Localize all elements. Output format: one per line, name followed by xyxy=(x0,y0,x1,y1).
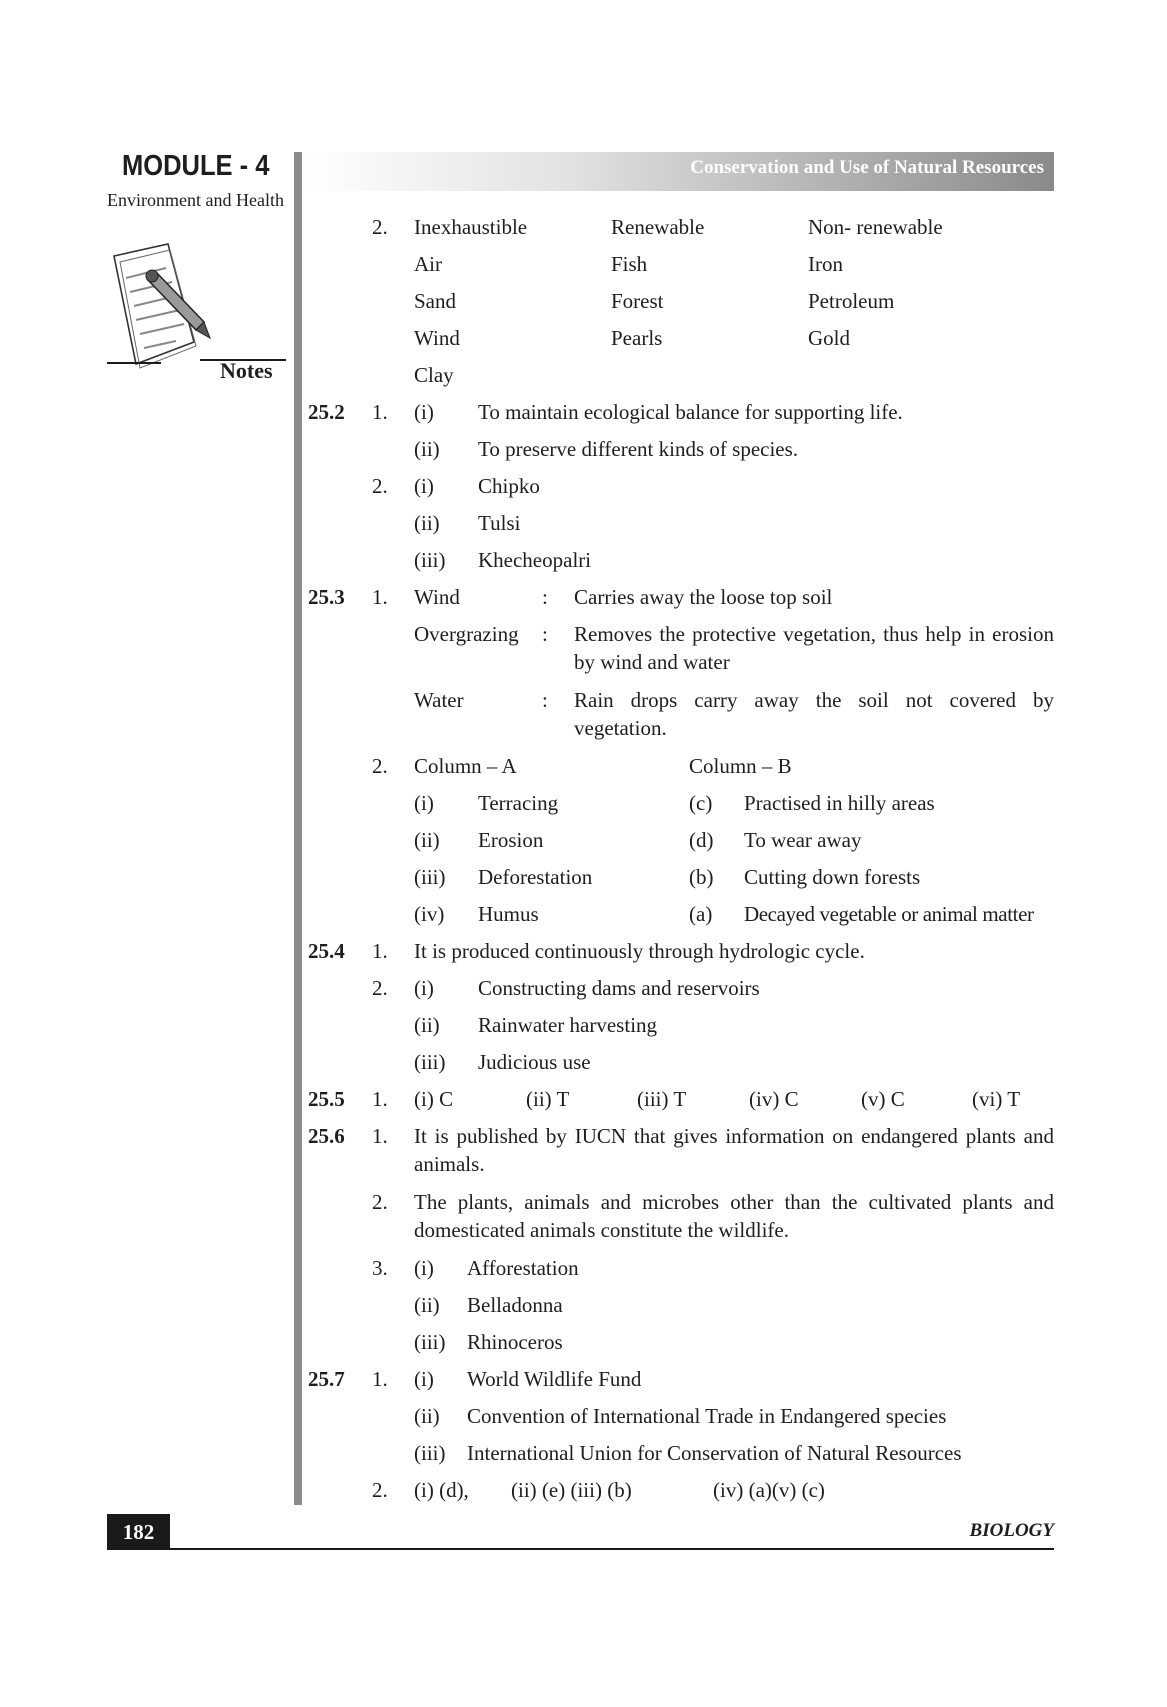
item-text: Constructing dams and reservoirs xyxy=(478,976,760,1000)
erosion-effect: Carries away the loose top soil xyxy=(574,585,833,609)
table-cell: Petroleum xyxy=(808,289,895,313)
section-number: 25.2 xyxy=(308,400,345,424)
match-answer: (iv) (a)(v) (c) xyxy=(713,1478,825,1502)
match-term: Deforestation xyxy=(478,865,593,889)
item-text: Belladonna xyxy=(467,1293,563,1317)
question-number: 1. xyxy=(372,939,388,963)
item-text: Chipko xyxy=(478,474,540,498)
match-term: Terracing xyxy=(478,791,559,815)
true-false-answer: (iii) T xyxy=(637,1087,687,1111)
item-label: (ii) xyxy=(414,437,440,461)
item-label: (iii) xyxy=(414,1441,446,1465)
section-number: 25.4 xyxy=(308,939,345,963)
item-label: (i) xyxy=(414,976,434,1000)
true-false-answer: (vi) T xyxy=(972,1087,1021,1111)
match-answer-label: (a) xyxy=(689,902,713,926)
item-text: World Wildlife Fund xyxy=(467,1367,642,1391)
table-cell: Wind xyxy=(414,326,460,350)
match-label: (ii) xyxy=(414,828,440,852)
table-cell: Iron xyxy=(808,252,843,276)
item-text: Khecheopalri xyxy=(478,548,592,572)
match-definition: Decayed vegetable or animal matter xyxy=(744,902,1034,926)
chapter-title: Conservation and Use of Natural Resources xyxy=(690,157,1044,178)
footer-rule xyxy=(170,1548,1054,1550)
item-text: International Union for Conservation of Natural Resources xyxy=(467,1441,962,1465)
section-number: 25.6 xyxy=(308,1124,345,1148)
match-term: Erosion xyxy=(478,828,544,852)
question-number: 2. xyxy=(372,474,388,498)
match-label: (i) xyxy=(414,791,434,815)
table-cell: Sand xyxy=(414,289,456,313)
chapter-header-band xyxy=(306,152,1054,191)
table-cell: Gold xyxy=(808,326,850,350)
item-label: (i) xyxy=(414,400,434,424)
section-number: 25.5 xyxy=(308,1087,345,1111)
colon-separator: : xyxy=(542,688,548,712)
table-header: Inexhaustible xyxy=(414,215,528,239)
question-number: 1. xyxy=(372,1124,388,1148)
match-label: (iii) xyxy=(414,865,446,889)
item-text: Rainwater harvesting xyxy=(478,1013,658,1037)
match-term: Humus xyxy=(478,902,539,926)
item-label: (ii) xyxy=(414,511,440,535)
table-header: Non- renewable xyxy=(808,215,943,239)
section-number: 25.3 xyxy=(308,585,345,609)
item-label: (ii) xyxy=(414,1013,440,1037)
item-label: (ii) xyxy=(414,1404,440,1428)
question-number: 2. xyxy=(372,1478,388,1502)
notes-label: Notes xyxy=(220,358,273,383)
colon-separator: : xyxy=(542,622,548,646)
erosion-effect: Removes the protective vegetation, thus help in erosion by wind and water xyxy=(574,622,1054,674)
item-text: To maintain ecological balance for supporting life. xyxy=(478,400,903,424)
question-number: 2. xyxy=(372,1190,388,1214)
colon-separator: : xyxy=(542,585,548,609)
answer-text: It is published by IUCN that gives information on endangered plants and animals. xyxy=(414,1124,1054,1176)
question-number: 1. xyxy=(372,400,388,424)
match-answer: (i) (d), xyxy=(414,1478,469,1502)
match-definition: Cutting down forests xyxy=(744,865,921,889)
question-number: 1. xyxy=(372,1087,388,1111)
true-false-answer: (iv) C xyxy=(749,1087,799,1111)
item-label: (ii) xyxy=(414,1293,440,1317)
question-number: 1. xyxy=(372,585,388,609)
page-number: 182 xyxy=(107,1514,170,1550)
true-false-answer: (ii) T xyxy=(526,1087,570,1111)
erosion-agent: Wind xyxy=(414,585,460,609)
answer-text: The plants, animals and microbes other than the cultivated plants and domesticated animals constitute the wildlife. xyxy=(414,1190,1054,1242)
table-cell: Forest xyxy=(611,289,664,313)
item-label: (iii) xyxy=(414,548,446,572)
table-cell: Pearls xyxy=(611,326,663,350)
margin-divider xyxy=(294,152,302,1505)
item-text: Afforestation xyxy=(467,1256,579,1280)
match-label: (iv) xyxy=(414,902,445,926)
true-false-answer: (v) C xyxy=(861,1087,905,1111)
item-label: (i) xyxy=(414,474,434,498)
question-number: 2. xyxy=(372,215,388,239)
erosion-agent: Overgrazing xyxy=(414,622,519,646)
answer-text: It is produced continuously through hydrologic cycle. xyxy=(414,939,865,963)
footer-subject: BIOLOGY xyxy=(969,1520,1054,1541)
item-text: To preserve different kinds of species. xyxy=(478,437,799,461)
erosion-effect: Rain drops carry away the soil not covered by vegetation. xyxy=(574,688,1054,740)
match-definition: To wear away xyxy=(744,828,862,852)
match-answer-label: (d) xyxy=(689,828,714,852)
match-answer-label: (c) xyxy=(689,791,713,815)
match-definition: Practised in hilly areas xyxy=(744,791,935,815)
item-text: Judicious use xyxy=(478,1050,591,1074)
notes-pencil-icon xyxy=(106,242,218,375)
question-number: 3. xyxy=(372,1256,388,1280)
question-number: 2. xyxy=(372,976,388,1000)
column-a-header: Column – A xyxy=(414,754,517,778)
notes-rule-left xyxy=(107,362,161,364)
item-text: Tulsi xyxy=(478,511,521,535)
match-answer: (ii) (e) (iii) (b) xyxy=(511,1478,632,1502)
item-text: Convention of International Trade in Endangered species xyxy=(467,1404,947,1428)
true-false-answer: (i) C xyxy=(414,1087,454,1111)
question-number: 2. xyxy=(372,754,388,778)
item-text: Rhinoceros xyxy=(467,1330,563,1354)
table-cell: Fish xyxy=(611,252,648,276)
erosion-agent: Water xyxy=(414,688,464,712)
item-label: (iii) xyxy=(414,1330,446,1354)
section-number: 25.7 xyxy=(308,1367,345,1391)
question-number: 1. xyxy=(372,1367,388,1391)
item-label: (i) xyxy=(414,1256,434,1280)
match-answer-label: (b) xyxy=(689,865,714,889)
module-subtitle: Environment and Health xyxy=(107,190,284,210)
item-label: (i) xyxy=(414,1367,434,1391)
table-cell: Air xyxy=(414,252,442,276)
table-cell: Clay xyxy=(414,363,454,387)
module-title: MODULE - 4 xyxy=(122,150,270,182)
column-b-header: Column – B xyxy=(689,754,792,778)
table-header: Renewable xyxy=(611,215,705,239)
item-label: (iii) xyxy=(414,1050,446,1074)
